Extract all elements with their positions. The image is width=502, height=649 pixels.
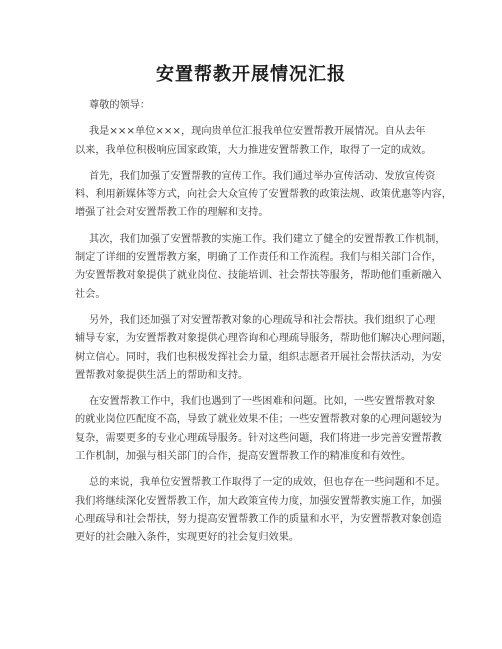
paragraph-line: 树立信心。同时，我们也积极发挥社会力量，组织志愿者开展社会帮扶活动，为安 (75, 351, 442, 363)
paragraph-2 (75, 168, 452, 223)
paragraph-line: 辅导专家，为安置帮教对象提供心理咨询和心理疏导服务，帮助他们解决心理问题， (75, 333, 452, 345)
paragraph-4 (75, 312, 452, 385)
paragraph-line: 其次，我们加强了安置帮教的实施工作。我们建立了健全的安置帮教工作机制， (89, 233, 446, 245)
paragraph-6 (75, 474, 446, 547)
paragraph-line: 增强了社会对安置帮教工作的理解和支持。 (75, 207, 269, 219)
paragraph-5 (75, 393, 442, 466)
paragraph-line: 首先，我们加强了安置帮教的宣传工作。我们通过举办宣传活动、发放宣传资 (89, 170, 436, 182)
paragraph-line: 制定了详细的安置帮教方案，明确了工作责任和工作流程。我们与相关部门合作， (75, 252, 442, 264)
salutation: 尊敬的领导： (89, 100, 151, 111)
paragraph-line: 社会。 (75, 288, 106, 300)
document-body (75, 97, 452, 556)
paragraph-line: 总的来说，我单位安置帮教工作取得了一定的成效，但也存在一些问题和不足。 (89, 477, 446, 489)
paragraph-line: 工作机制，加强与相关部门的合作，提高安置帮教工作的精准度和有效性。 (75, 451, 412, 463)
paragraph-line: 心理疏导和社会帮扶，努力提高安置帮教工作的质量和水平，为安置帮教对象创造 (75, 513, 442, 525)
document-title: 安置帮教开展情况汇报 (156, 64, 346, 85)
paragraph-line: 在安置帮教工作中，我们也遇到了一些困难和问题。比如，一些安置帮教对象 (89, 396, 436, 408)
paragraph-line: 的就业岗位匹配度不高，导致了就业效果不佳；一些安置帮教对象的心理问题较为 (75, 414, 442, 426)
paragraph-line: 我们将继续深化安置帮教工作，加大政策宣传力度，加强安置帮教实施工作，加强 (75, 495, 442, 507)
paragraph-line: 另外，我们还加强了对安置帮教对象的心理疏导和社会帮扶。我们组织了心理 (89, 314, 436, 326)
paragraph-line: 为安置帮教对象提供了就业岗位、技能培训、社会帮扶等服务，帮助他们重新融入 (75, 270, 442, 282)
paragraph-line: 以来，我单位积极响应国家政策，大力推进安置帮教工作，取得了一定的成效。 (75, 144, 432, 156)
paragraph-line: 料、利用新媒体等方式，向社会大众宣传了安置帮教的政策法规、政策优惠等内容， (75, 189, 452, 201)
paragraph-line: 置帮教对象提供生活上的帮助和支持。 (75, 369, 249, 381)
paragraph-3 (75, 231, 446, 304)
paragraph-1 (75, 123, 435, 160)
paragraph-line: 复杂，需要更多的专业心理疏导服务。针对这些问题，我们将进一步完善安置帮教 (75, 432, 442, 444)
paragraph-line: 更好的社会融入条件，实现更好的社会复归效果。 (75, 532, 300, 544)
paragraph-line: 我是×××单位×××，现向贵单位汇报我单位安置帮教开展情况。自从去年 (89, 126, 426, 138)
